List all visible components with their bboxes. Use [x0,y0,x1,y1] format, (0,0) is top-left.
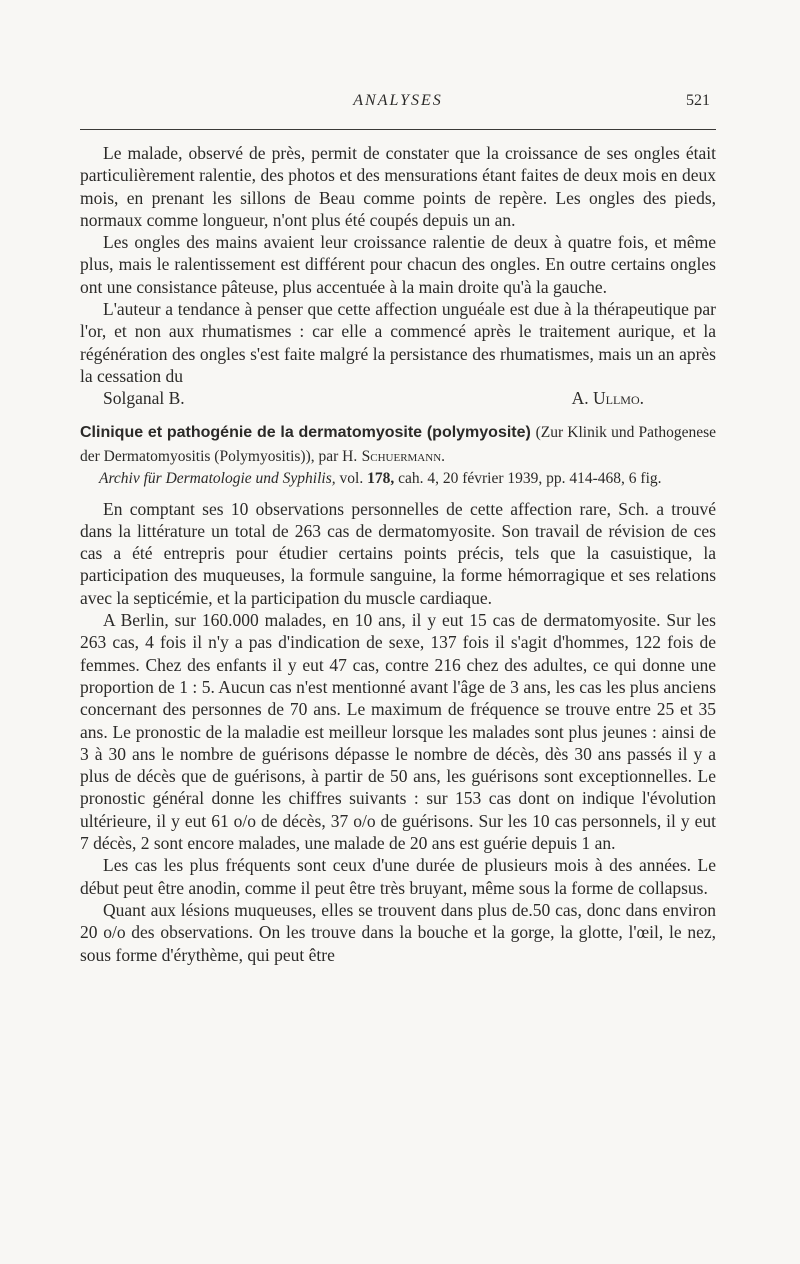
page-body [80,142,716,966]
paragraph: Quant aux lésions muqueuses, elles se trouvent dans plus de.50 cas, donc dans environ 20 o/o des observations. On les trouve dans la bouche et la gorge, la glotte, l'œil, le nez, sous forme d'érythème, qui peut être [80,899,716,965]
paragraph: Les cas les plus fréquents sont ceux d'une durée de plusieurs mois à des années. Le début peut être anodin, comme il peut être très bruyant, même sous la forme de collapsus. [80,855,716,898]
article-title: Clinique et pathogénie de la dermatomyosite (polymyosite) [80,423,531,441]
article-original-title: (Zur Klinik und Pathogenese der Dermatomyositis (Polymyositis)), par H. [80,423,717,465]
article-author: Schuermann. [361,447,446,465]
page-header [80,92,716,120]
paragraph: Les ongles des mains avaient leur croissance ralentie de deux à quatre fois, et même plus, mais le ralentissement est différent pour chacun des ongles. En outre certains ongles ont une consistance pâteuse, plus accentuée à la main droite qu'à la gauche. [80,232,716,297]
paragraph-end: Solganal B. [103,388,185,409]
issue-info: cah. 4, 20 février 1939, [398,469,543,487]
volume-label: vol. [339,469,364,487]
page-range: pp. 414-468, 6 fig. [546,469,662,487]
article-heading [80,420,716,490]
volume-number: 178, [367,469,395,487]
signature-initial: A. [571,388,589,409]
page-number: 521 [686,92,710,109]
running-title: ANALYSES [353,92,443,109]
header-rule [80,129,716,130]
paragraph: L'auteur a tendance à penser que cette affection unguéale est due à la thérapeutique par l'or, et non aux rhumatismes : car elle a commencé après le traitement aurique, et la régénération des ongles s'est faite malgré la persistance des rhumatismes, mais un an après la cessation du [80,299,716,386]
paragraph: En comptant ses 10 observations personnelles de cette affection rare, Sch. a trouvé dans la littérature un total de 263 cas de dermatomyosite. Son travail de révision de ces cas a été entrepris pour étudier certains points précis, tels que la casuistique, la participation des muqueuses, la formule sanguine, la forme hémorragique et ses relations avec la septicémie, et la participation du muscle cardiaque. [80,498,716,608]
paragraph: A Berlin, sur 160.000 malades, en 10 ans, il y eut 15 cas de dermatomyosite. Sur les 263 cas, 4 fois il n'y a pas d'indication de sexe, 137 fois il s'agit d'hommes, 122 fois de femmes. Chez des enfants il y eut 47 cas, contre 216 chez des adultes, ce qui donne une proportion de 1 : 5. Aucun cas n'est mentionné avant l'âge de 3 ans, les cas les plus anciens concernant des personnes de 70 ans. Le maximum de fréquence se trouve entre 25 et 35 ans. Le pronostic de la maladie est meilleur lorsque les malades sont plus jeunes : ainsi de 3 à 30 ans le nombre de guérisons dépasse le nombre de décès, dès 30 ans passés il y a plus de décès que de guérisons, à partir de 50 ans, les guérisons sont exceptionnelles. Le pronostic général donne les chiffres suivants : sur 153 cas dont on indique l'évolution ultérieure, il y eut 61 o/o de décès, 37 o/o de guérisons. Sur les 10 cas personnels, il y eut 7 décès, 2 sont encore malades, une malade de 20 ans est guérie depuis 1 an. [80,610,716,854]
article-citation [80,468,716,490]
journal-name: Archiv für Dermatologie und Syphilis, [99,469,336,487]
paragraph: Le malade, observé de près, permit de constater que la croissance de ses ongles était particulièrement ralentie, des photos et des mensurations étant faites de deux mois en deux mois, en prenant les sillons de Beau comme points de repère. Les ongles des pieds, normaux comme longueur, n'ont plus été coupés depuis un an. [80,143,716,230]
paragraph-end-with-signature [80,387,716,409]
signature-name: Ullmo. [592,388,644,409]
review-signature [549,387,716,409]
